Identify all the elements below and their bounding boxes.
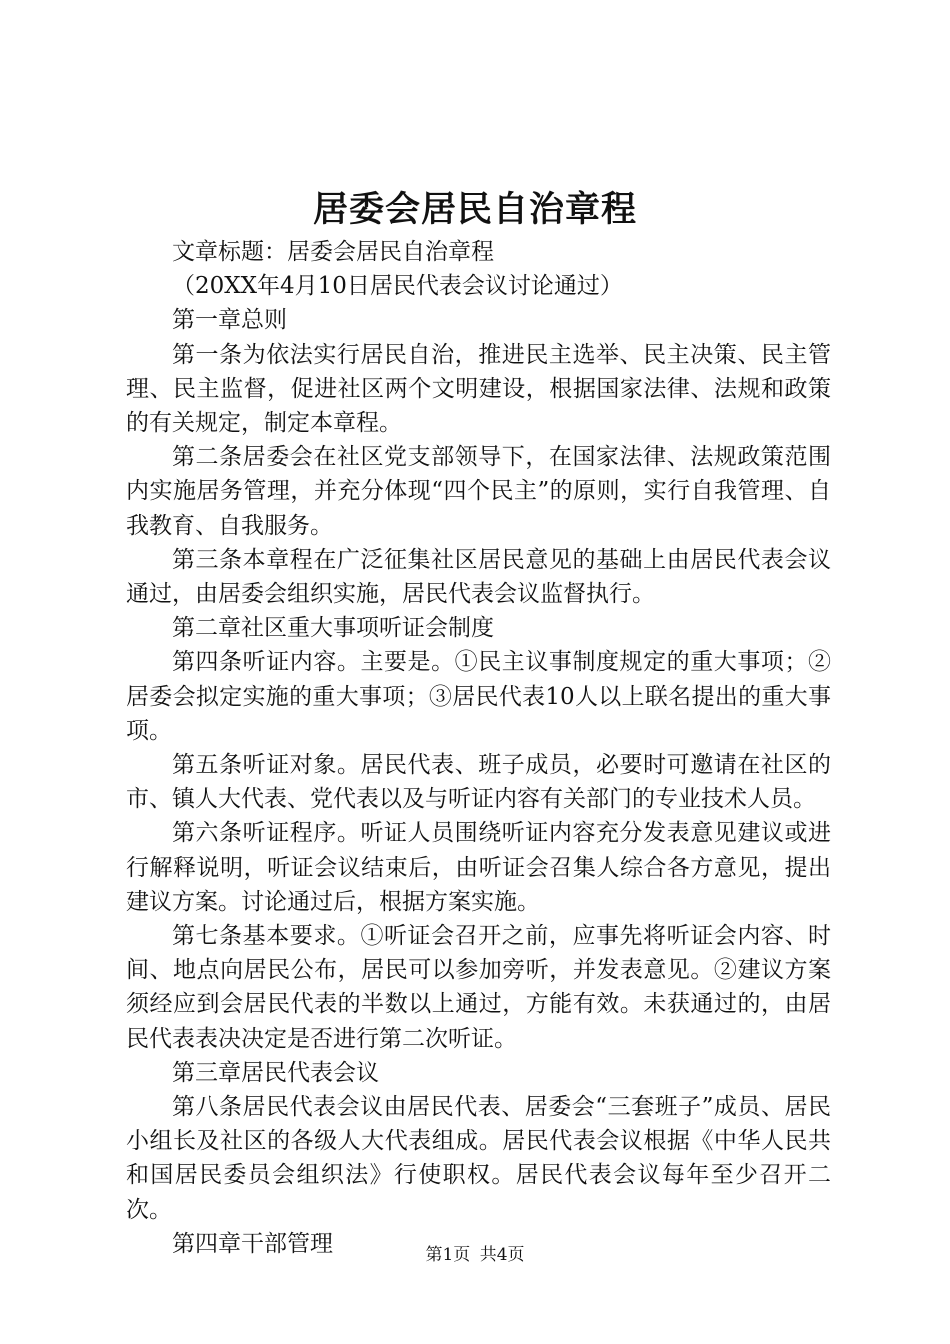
article-paragraph: 第五条听证对象。居民代表、班子成员，必要时可邀请在社区的市、镇人大代表、党代表以及与听证内容有关部门的专业技术人员。 (126, 752, 831, 813)
document-body (126, 235, 831, 1261)
page-footer (0, 1243, 950, 1267)
article-paragraph: 第一条为依法实行居民自治，推进民主选举、民主决策、民主管理、民主监督，促进社区两个文明建设，根据国家法律、法规和政策的有关规定，制定本章程。 (126, 341, 831, 437)
adoption-note: （20XX年4月10日居民代表会议讨论通过） (172, 273, 623, 300)
chapter-heading: 第一章总则 (172, 307, 287, 334)
article-paragraph: 第三条本章程在广泛征集社区居民意见的基础上由居民代表会议通过，由居委会组织实施，居民代表会议监督执行。 (126, 546, 831, 608)
page-title: 居委会居民自治章程 (312, 189, 637, 230)
article-paragraph: 第二条居委会在社区党支部领导下，在国家法律、法规政策范围内实施居务管理，并充分体现“四个民主”的原则，实行自我管理、自我教育、自我服务。 (126, 444, 831, 539)
chapter-heading: 第四章干部管理 (172, 1230, 333, 1257)
article-paragraph: 第七条基本要求。①听证会召开之前，应事先将听证会内容、时间、地点向居民公布，居民可以参加旁听，并发表意见。②建议方案须经应到会居民代表的半数以上通过，方能有效。未获通过的，由居民代表表决决定是否进行第二次听证。 (126, 923, 831, 1052)
article-paragraph: 第四条听证内容。主要是。①民主议事制度规定的重大事项；②居委会拟定实施的重大事项；③居民代表10人以上联名提出的重大事项。 (126, 649, 831, 744)
chapter-heading: 第三章居民代表会议 (172, 1059, 379, 1086)
article-paragraph: 第八条居民代表会议由居民代表、居委会“三套班子”成员、居民小组长及社区的各级人大代表组成。居民代表会议根据《中华人民共和国居民委员会组织法》行使职权。居民代表会议每年至少召开二次。 (126, 1094, 831, 1223)
article-title-line: 文章标题：居委会居民自治章程 (172, 239, 494, 265)
page-total: 共4页 (479, 1245, 525, 1265)
chapter-heading: 第二章社区重大事项听证会制度 (172, 615, 494, 642)
page-number: 第1页 (425, 1245, 471, 1265)
article-paragraph: 第六条听证程序。听证人员围绕听证内容充分发表意见建议或进行解释说明，听证会议结束后，由听证会召集人综合各方意见，提出建议方案。讨论通过后，根据方案实施。 (126, 820, 831, 915)
